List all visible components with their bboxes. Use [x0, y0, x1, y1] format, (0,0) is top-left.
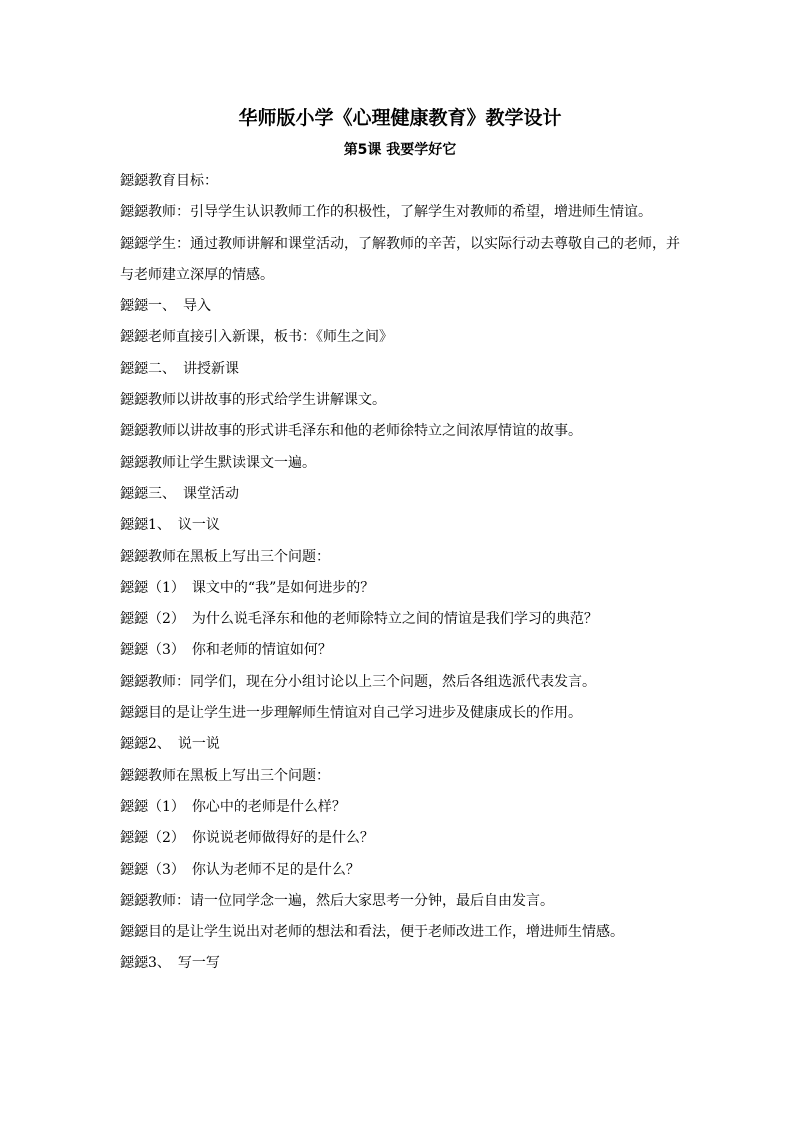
- paragraph-goals-heading: 鐚鐚教育目标：: [120, 173, 218, 189]
- section-heading-intro: 鐚鐚一、 导入: [120, 298, 211, 315]
- paragraph-student-goal: 鐚鐚学生：通过教师讲解和课堂活动，了解教师的辛苦，以实际行动去尊敬自己的老师，并与老师建立深厚的情感。: [120, 235, 680, 283]
- question-item: 鐚鐚（2） 你说说老师做得好的是什么？: [120, 830, 374, 847]
- paragraph: 鐚鐚教师：同学们，现在分小组讨论以上三个问题，然后各组选派代表发言。: [120, 673, 596, 690]
- paragraph: 鐚鐚教师：请一位同学念一遍，然后大家思考一分钟，最后自由发言。: [120, 892, 554, 909]
- document-subtitle: 第5课 我要学好它: [343, 142, 457, 158]
- subsection-heading-write: 鐚鐚3、 写一写: [120, 955, 220, 972]
- subsection-heading-discuss: 鐚鐚1、 议一议: [120, 517, 220, 534]
- paragraph: 鐚鐚教师在黑板上写出三个问题：: [120, 548, 330, 565]
- subsection-heading-speak: 鐚鐚2、 说一说: [120, 736, 220, 753]
- document-title: 华师版小学《心理健康教育》教学设计: [238, 107, 562, 129]
- question-item: 鐚鐚（1） 课文中的“我”是如何进步的？: [120, 579, 375, 596]
- document-page: [120, 100, 680, 980]
- question-item: 鐚鐚（3） 你和老师的情谊如何？: [120, 642, 332, 659]
- paragraph: 鐚鐚教师以讲故事的形式讲毛泽东和他的老师徐特立之间浓厚情谊的故事。: [120, 423, 582, 440]
- paragraph: 鐚鐚目的是让学生进一步理解师生情谊对自己学习进步及健康成长的作用。: [120, 705, 582, 722]
- paragraph: 鐚鐚教师在黑板上写出三个问题：: [120, 767, 330, 784]
- question-item: 鐚鐚（3） 你认为老师不足的是什么？: [120, 861, 360, 878]
- section-heading-new-lesson: 鐚鐚二、 讲授新课: [120, 360, 239, 377]
- paragraph: 鐚鐚老师直接引入新课，板书：《师生之间》: [120, 329, 393, 346]
- question-item: 鐚鐚（2） 为什么说毛泽东和他的老师除特立之间的情谊是我们学习的典范？: [120, 611, 598, 628]
- document-body: [120, 166, 680, 980]
- paragraph: 鐚鐚教师让学生默读课文一遍。: [120, 454, 316, 471]
- section-heading-activities: 鐚鐚三、 课堂活动: [120, 485, 239, 502]
- paragraph: 鐚鐚教师以讲故事的形式给学生讲解课文。: [120, 392, 386, 409]
- paragraph: 鐚鐚目的是让学生说出对老师的想法和看法，便于老师改进工作，增进师生情感。: [120, 924, 624, 941]
- paragraph-teacher-goal: 鐚鐚教师：引导学生认识教师工作的积极性，了解学生对教师的希望，增进师生情谊。: [120, 204, 652, 221]
- question-item: 鐚鐚（1） 你心中的老师是什么样？: [120, 798, 346, 815]
